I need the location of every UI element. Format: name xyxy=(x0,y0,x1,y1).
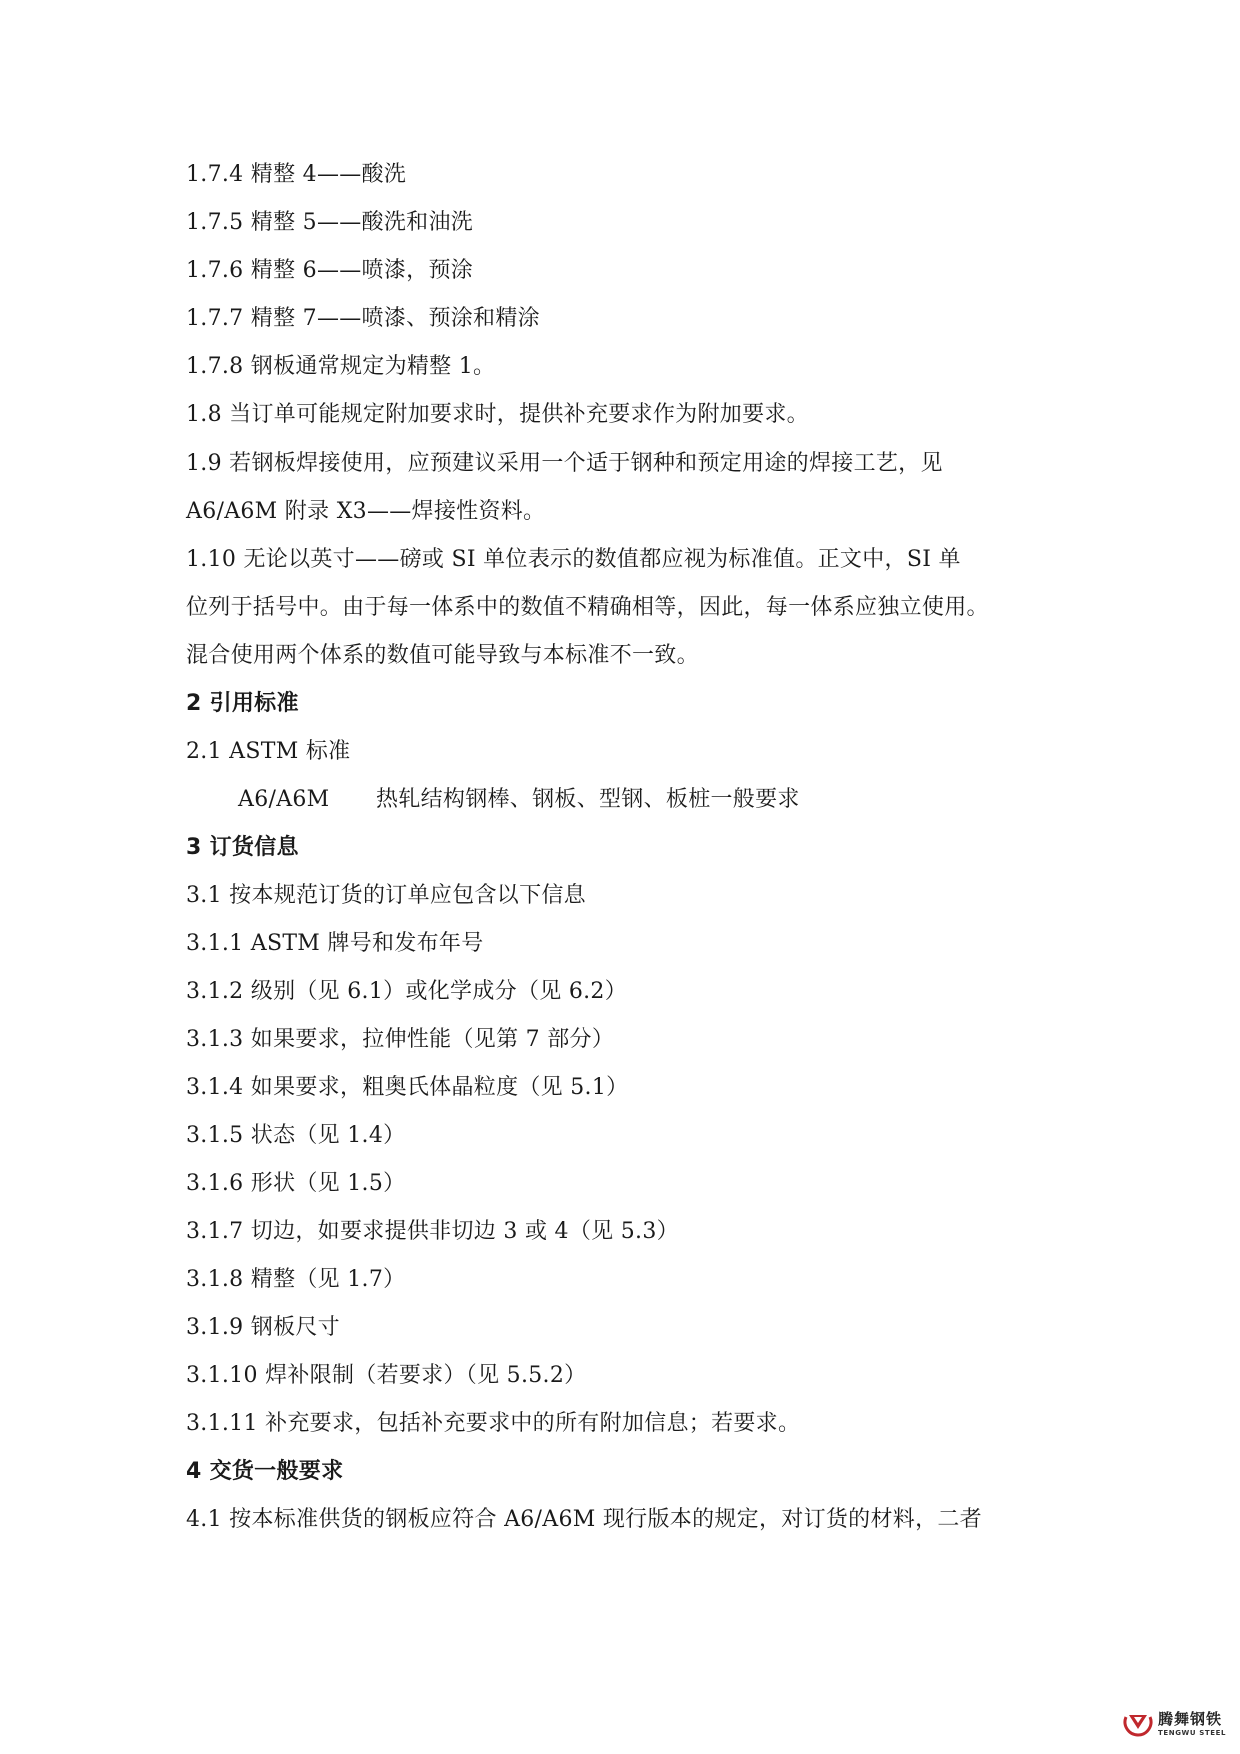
logo-text xyxy=(1158,1709,1227,1737)
clause-3-1-7: 3.1.7 切边，如要求提供非切边 3 或 4（见 5.3） xyxy=(186,1219,679,1244)
clause-3-1-9: 3.1.9 钢板尺寸 xyxy=(186,1315,340,1340)
logo-english-name: TENGWU STEEL xyxy=(1158,1728,1227,1737)
clause-1-7-6: 1.7.6 精整 6——喷漆，预涂 xyxy=(186,258,474,283)
company-logo xyxy=(1122,1702,1232,1746)
clause-1-10-line-1: 1.10 无论以英寸——磅或 SI 单位表示的数值都应视为标准值。正文中，SI 单 xyxy=(186,547,961,572)
clause-1-10-line-2: 位列于括号中。由于每一体系中的数值不精确相等，因此，每一体系应独立使用。 xyxy=(186,595,989,620)
clause-1-9-line-2: A6/A6M 附录 X3——焊接性资料。 xyxy=(186,499,546,524)
clause-3-1-5: 3.1.5 状态（见 1.4） xyxy=(186,1123,406,1148)
clause-1-8: 1.8 当订单可能规定附加要求时，提供补充要求作为附加要求。 xyxy=(186,402,809,427)
reference-entry xyxy=(238,785,800,815)
clause-1-9-line-1: 1.9 若钢板焊接使用，应预建议采用一个适于钢种和预定用途的焊接工艺，见 xyxy=(186,451,943,476)
reference-title: 热轧结构钢棒、钢板、型钢、板桩一般要求 xyxy=(376,787,800,812)
clause-4-1: 4.1 按本标准供货的钢板应符合 A6/A6M 现行版本的规定，对订货的材料，二者 xyxy=(186,1507,982,1532)
clause-3-1: 3.1 按本规范订货的订单应包含以下信息 xyxy=(186,883,586,908)
clause-1-7-4: 1.7.4 精整 4——酸洗 xyxy=(186,162,407,187)
clause-3-1-6: 3.1.6 形状（见 1.5） xyxy=(186,1171,406,1196)
clause-2-1: 2.1 ASTM 标准 xyxy=(186,739,351,764)
section-2-heading: 2 引用标准 xyxy=(186,691,299,716)
logo-chinese-name: 腾舞钢铁 xyxy=(1158,1709,1223,1728)
reference-code: A6/A6M xyxy=(238,787,330,812)
clause-1-10-line-3: 混合使用两个体系的数值可能导致与本标准不一致。 xyxy=(186,643,699,668)
clause-3-1-1: 3.1.1 ASTM 牌号和发布年号 xyxy=(186,931,484,956)
clause-3-1-3: 3.1.3 如果要求，拉伸性能（见第 7 部分） xyxy=(186,1027,615,1052)
clause-1-7-8: 1.7.8 钢板通常规定为精整 1。 xyxy=(186,354,496,379)
clause-1-7-7: 1.7.7 精整 7——喷漆、预涂和精涂 xyxy=(186,306,540,331)
clause-3-1-10: 3.1.10 焊补限制（若要求）（见 5.5.2） xyxy=(186,1363,587,1388)
clause-3-1-8: 3.1.8 精整（见 1.7） xyxy=(186,1267,406,1292)
clause-3-1-11: 3.1.11 补充要求，包括补充要求中的所有附加信息；若要求。 xyxy=(186,1411,801,1436)
logo-mark-icon xyxy=(1122,1708,1154,1740)
section-3-heading: 3 订货信息 xyxy=(186,835,299,860)
clause-1-7-5: 1.7.5 精整 5——酸洗和油洗 xyxy=(186,210,474,235)
clause-3-1-2: 3.1.2 级别（见 6.1）或化学成分（见 6.2） xyxy=(186,979,628,1004)
section-4-heading: 4 交货一般要求 xyxy=(186,1459,344,1484)
clause-3-1-4: 3.1.4 如果要求，粗奥氏体晶粒度（见 5.1） xyxy=(186,1075,629,1100)
